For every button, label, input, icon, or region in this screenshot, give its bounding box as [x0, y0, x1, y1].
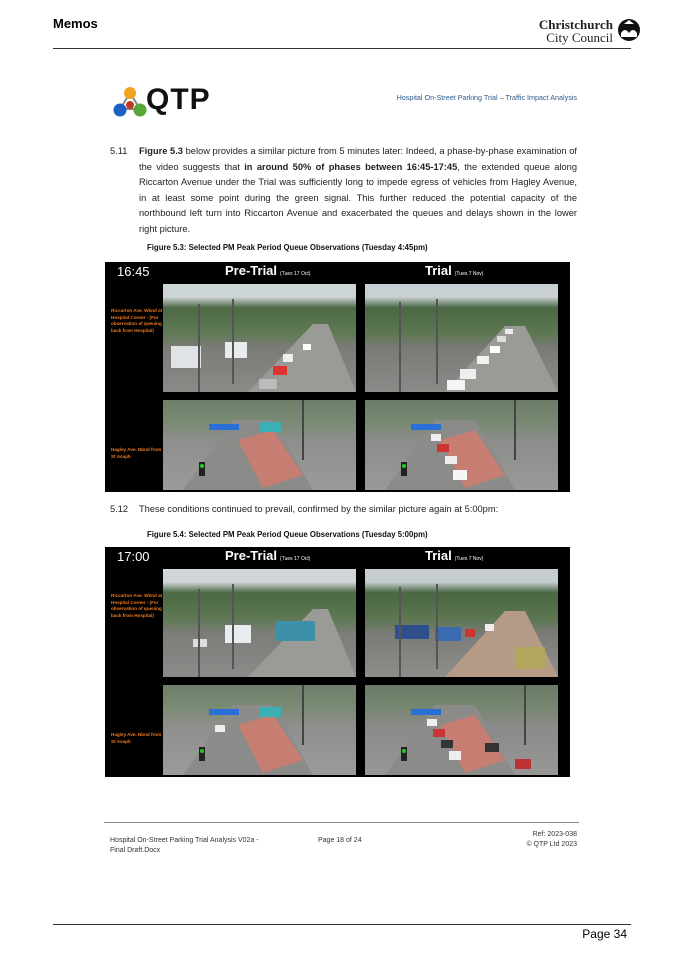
camera-image-trial-riccarton	[365, 284, 558, 392]
figure-time: 17:00	[117, 549, 150, 564]
paragraph-number-5-12: 5.12	[110, 504, 129, 514]
memo-title: Memos	[53, 16, 98, 31]
council-name-line2: City Council	[546, 30, 613, 45]
footer-rule	[53, 924, 631, 925]
trial-date: (Tues 7 Nov)	[454, 556, 484, 562]
trial-heading	[425, 548, 483, 563]
header-rule	[53, 48, 631, 49]
trial-title: Trial	[425, 548, 452, 563]
reference-number: Ref: 2023-038	[532, 831, 577, 838]
figure-time: 16:45	[117, 264, 150, 279]
document-page-number: Page 18 of 24	[318, 837, 362, 844]
pre-trial-date: (Tues 17 Oct)	[280, 271, 311, 277]
council-name-line1: Christchurch	[538, 17, 613, 32]
filename-line2: Final Draft.Docx	[110, 847, 161, 854]
camera-image-pre-trial-riccarton	[163, 569, 356, 677]
trial-date: (Tues 7 Nov)	[454, 271, 484, 277]
camera-image-trial-hagley	[365, 685, 558, 775]
pre-trial-heading	[225, 263, 310, 278]
pre-trial-title: Pre-Trial	[225, 263, 278, 278]
qtp-logo-text: QTP	[146, 83, 211, 116]
camera-image-pre-trial-hagley	[163, 400, 356, 490]
figure-5-4-caption: Figure 5.4: Selected PM Peak Period Queue Observations (Tuesday 5:00pm)	[147, 530, 428, 539]
camera-image-trial-hagley	[365, 400, 558, 490]
paragraph-5-12: These conditions continued to prevail, confirmed by the similar picture again at 5:00pm:	[139, 504, 499, 514]
document-footer-rule	[104, 822, 579, 823]
paragraph-text: below provides a similar picture from 5 minutes later: Indeed, a phase-by-phase examination of the video suggests that	[139, 146, 577, 172]
trial-heading	[425, 263, 483, 278]
camera-label-riccarton: Riccarton Ave. Wbnd at Hospital Corner - (For observation of queuing back from Hospital)	[111, 308, 163, 333]
pre-trial-date: (Tues 17 Oct)	[280, 556, 311, 562]
document-filename	[110, 836, 259, 856]
camera-image-pre-trial-riccarton	[163, 284, 356, 392]
paragraph-number-5-11: 5.11	[110, 146, 128, 156]
copyright: © QTP Ltd 2023	[526, 841, 577, 848]
council-emblem-icon	[617, 18, 641, 44]
camera-image-pre-trial-hagley	[163, 685, 356, 775]
paragraph-5-11	[139, 144, 577, 237]
figure-5-3	[105, 262, 570, 492]
pre-trial-title: Pre-Trial	[225, 548, 278, 563]
camera-label-hagley: Hagley Ave. Nbnd from St Asaph	[111, 732, 162, 744]
camera-label-hagley: Hagley Ave. Nbnd from St Asaph	[111, 447, 162, 459]
pre-trial-heading	[225, 548, 310, 563]
page-number: Page 34	[582, 927, 627, 941]
camera-label-riccarton: Riccarton Ave. Wbnd at Hospital Corner - (For observation of queuing back from Hospital)	[111, 593, 163, 618]
figure-5-3-caption: Figure 5.3: Selected PM Peak Period Queue Observations (Tuesday 4:45pm)	[147, 243, 428, 252]
document-header: Hospital On-Street Parking Trial – Traffic Impact Analysis	[396, 93, 577, 102]
trial-title: Trial	[425, 263, 452, 278]
document-reference	[526, 830, 577, 850]
paragraph-emphasis: in around 50% of phases between 16:45-17:45	[244, 161, 458, 172]
paragraph-text: , the extended queue along Riccarton Avenue under the Trial was sufficiently long to impede egress of vehicles from Hagley Avenue, in at least some point during the green signal. This further reduced the potential capacity of the northbound left turn into Riccarton Avenue and exacerbated the queues and delays shown in the lower right picture.	[139, 161, 577, 234]
figure-5-4	[105, 547, 570, 777]
figure-ref: Figure 5.3	[139, 146, 183, 156]
council-logo	[539, 18, 613, 44]
qtp-molecule-logo-icon	[110, 85, 150, 121]
filename-line1: Hospital On-Street Parking Trial Analysis V02a -	[110, 837, 259, 844]
camera-image-trial-riccarton	[365, 569, 558, 677]
